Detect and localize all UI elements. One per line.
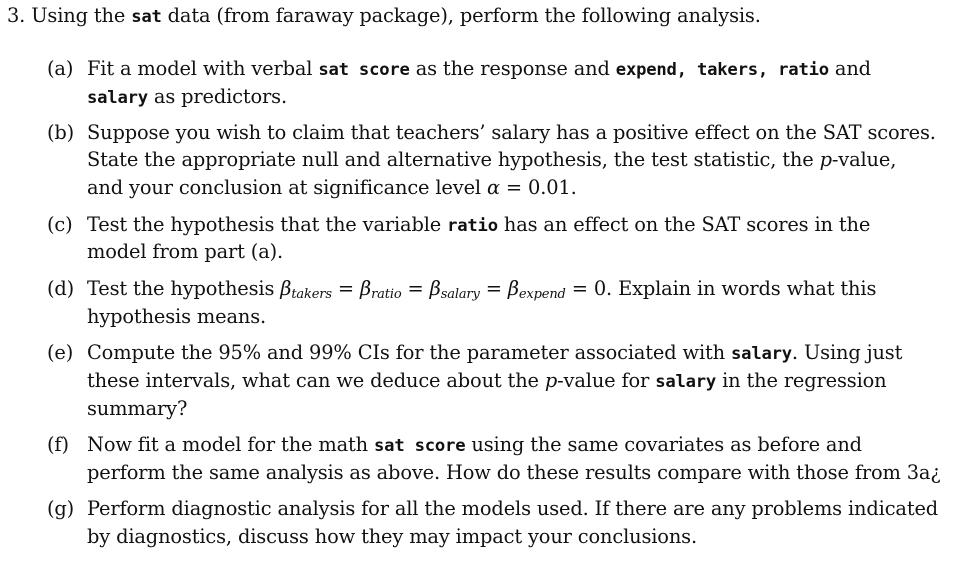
question-number: 3. xyxy=(7,4,26,27)
intro-text: Using the xyxy=(31,4,132,27)
part-c-line-1 xyxy=(87,213,870,238)
part-e-line-2 xyxy=(87,369,886,394)
text: Fit a model with verbal xyxy=(87,57,319,80)
text: State the appropriate null and alternative hypothesis, the test statistic, the xyxy=(87,148,820,171)
part-b-line-3 xyxy=(87,176,577,200)
text: -value for xyxy=(557,369,656,392)
code: salary xyxy=(731,344,792,364)
part-f-label: (f) xyxy=(47,433,69,456)
part-a-line-1 xyxy=(87,57,871,82)
math-subscript: salary xyxy=(440,287,480,302)
part-c-label: (c) xyxy=(47,213,73,236)
text: Now fit a model for the math xyxy=(87,433,375,456)
part-a-line-2 xyxy=(87,85,287,110)
part-c-line-2: model from part (a). xyxy=(87,240,284,263)
part-b-line-2 xyxy=(87,148,896,172)
math-p: p xyxy=(544,369,558,392)
text: = xyxy=(331,277,361,300)
part-f-line-2: perform the same analysis as above. How do these results compare with those from 3a¿ xyxy=(87,461,941,484)
math-subscript: ratio xyxy=(371,287,402,302)
text: = 0.01. xyxy=(499,176,577,199)
text: using the same covariates as before and xyxy=(465,433,862,456)
code: sat score xyxy=(374,436,466,456)
text: Test the hypothesis that the variable xyxy=(87,213,448,236)
text: -value, xyxy=(831,148,897,171)
code: salary xyxy=(655,372,717,392)
part-b-line-1: Suppose you wish to claim that teachers’ salary has a positive effect on the SAT scores. xyxy=(87,121,936,144)
math-subscript: takers xyxy=(291,287,332,302)
part-e-line-1 xyxy=(87,341,902,366)
part-g-label: (g) xyxy=(47,497,75,520)
code: salary xyxy=(87,88,148,108)
math-p: p xyxy=(819,148,832,171)
math-beta: β xyxy=(507,277,519,300)
text: = xyxy=(479,277,508,300)
question-heading xyxy=(7,4,761,29)
text: = 0. Explain in words what this xyxy=(565,277,877,300)
text: and xyxy=(828,57,871,80)
text: as predictors. xyxy=(147,85,287,108)
code: ratio xyxy=(447,216,498,236)
math-beta: β xyxy=(360,277,372,300)
text: in the regression xyxy=(716,369,887,392)
code: sat score xyxy=(318,60,410,80)
math-alpha: α xyxy=(486,176,500,199)
part-d-line-2: hypothesis means. xyxy=(87,305,267,328)
part-a-label: (a) xyxy=(47,57,74,80)
part-b-label: (b) xyxy=(47,121,75,144)
part-d-label: (d) xyxy=(47,277,75,300)
math-beta: β xyxy=(429,277,441,300)
code: expend, takers, ratio xyxy=(615,60,829,80)
text: and your conclusion at significance level xyxy=(87,176,487,199)
text: = xyxy=(401,277,430,300)
part-e-line-3: summary? xyxy=(87,397,188,420)
part-d-line-1 xyxy=(87,277,876,301)
part-f-line-1 xyxy=(87,433,862,458)
text: . Using just xyxy=(791,341,903,364)
text: as the response and xyxy=(409,57,616,80)
part-g-line-1: Perform diagnostic analysis for all the models used. If there are any problems indicated xyxy=(87,497,939,520)
text: these intervals, what can we deduce about the xyxy=(87,369,545,392)
math-subscript: expend xyxy=(518,287,566,302)
intro-text-end: data (from faraway package), perform the following analysis. xyxy=(161,4,761,27)
intro-code: sat xyxy=(131,7,162,27)
text: Test the hypothesis xyxy=(87,277,281,300)
part-g-line-2: by diagnostics, discuss how they may impact your conclusions. xyxy=(87,525,697,548)
math-beta: β xyxy=(280,277,292,300)
part-e-label: (e) xyxy=(47,341,74,364)
text: has an effect on the SAT scores in the xyxy=(497,213,871,236)
text: Compute the 95% and 99% CIs for the parameter associated with xyxy=(87,341,732,364)
